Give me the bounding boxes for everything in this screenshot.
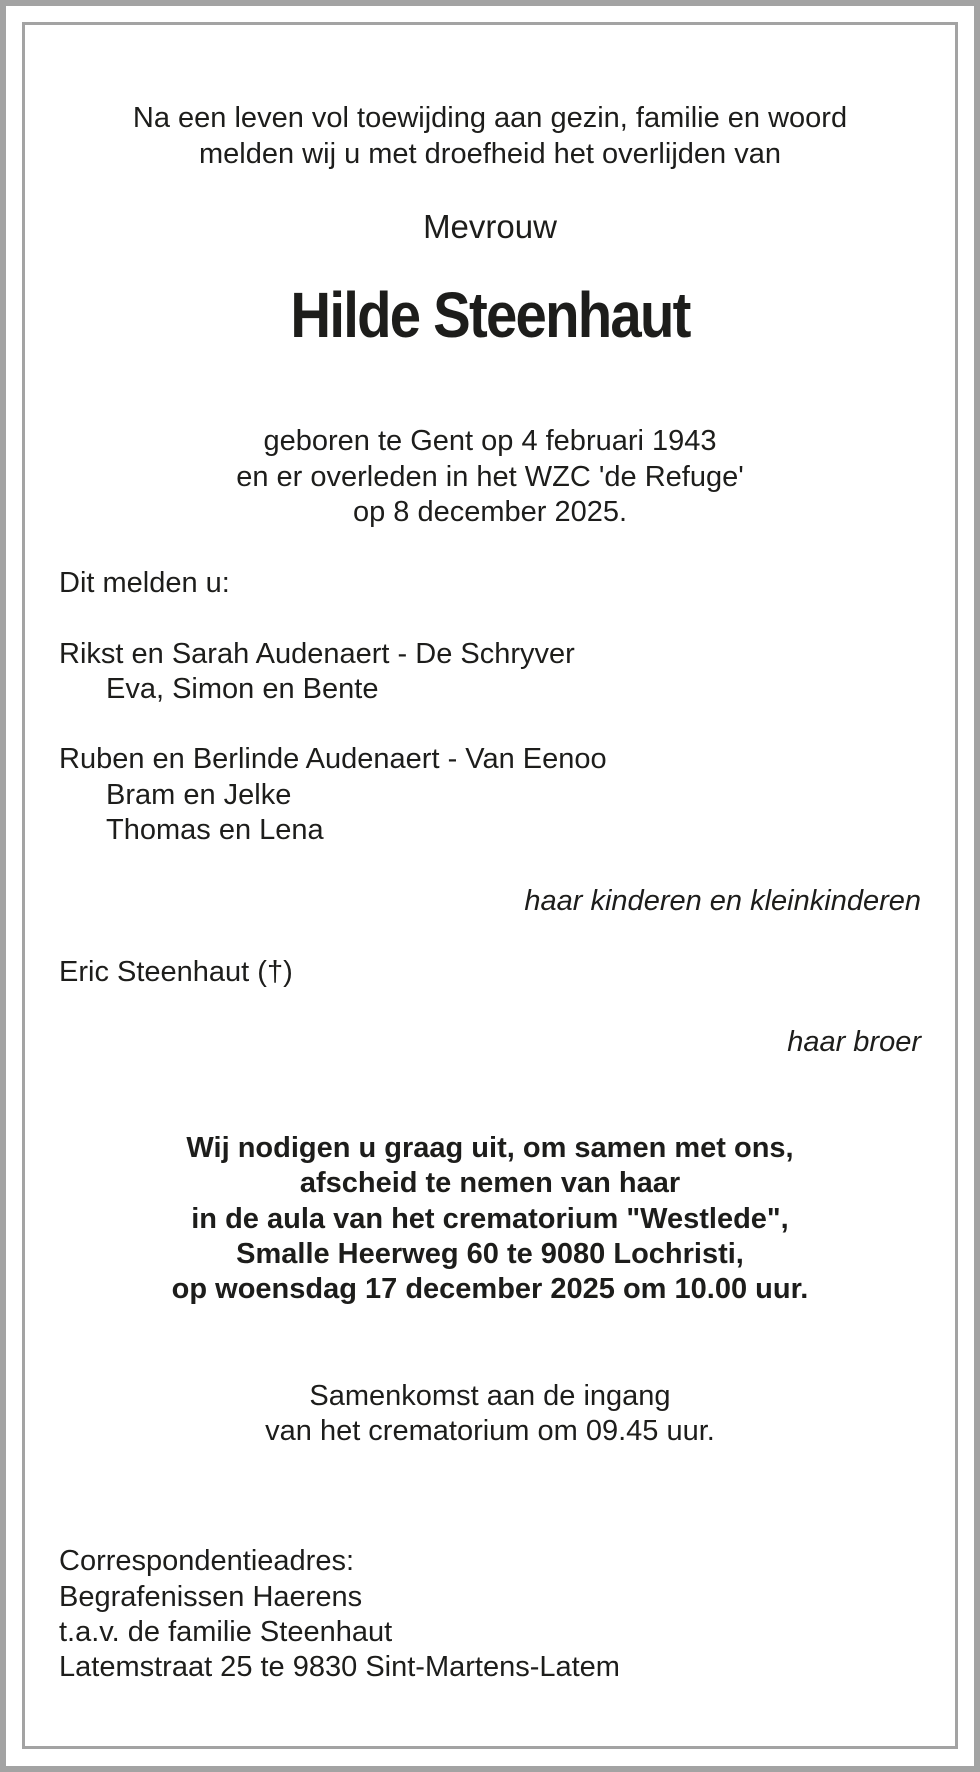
correspondence-line-2: t.a.v. de familie Steenhaut	[59, 1616, 393, 1648]
birth-line: geboren te Gent op 4 februari 1943	[263, 425, 717, 457]
relation-sibling: haar broer	[787, 1026, 921, 1058]
death-place-line: en er overleden in het WZC 'de Refuge'	[236, 461, 744, 493]
salutation: Mevrouw	[423, 208, 557, 245]
sibling: Eric Steenhaut (†)	[59, 956, 293, 988]
death-date-line: op 8 december 2025.	[352, 496, 628, 528]
intro-line-2: melden wij u met droefheid het overlijden van	[199, 138, 781, 170]
invitation-line-5: op woensdag 17 december 2025 om 10.00 uur.	[171, 1273, 809, 1305]
family-group-1-children: Eva, Simon en Bente	[106, 673, 379, 705]
announcers-heading: Dit melden u:	[59, 567, 230, 599]
family-group-2-parents: Ruben en Berlinde Audenaert - Van Eenoo	[59, 743, 607, 775]
family-group-1-parents: Rikst en Sarah Audenaert - De Schryver	[59, 638, 575, 670]
invitation-line-3: in de aula van het crematorium "Westlede",	[191, 1203, 789, 1235]
invitation-line-1: Wij nodigen u graag uit, om samen met ons,	[186, 1132, 794, 1164]
correspondence-heading: Correspondentieadres:	[59, 1545, 355, 1577]
family-group-2-children-1: Bram en Jelke	[106, 779, 292, 811]
gathering-line-2: van het crematorium om 09.45 uur.	[265, 1415, 715, 1447]
correspondence-line-3: Latemstraat 25 te 9830 Sint-Martens-Latem	[59, 1651, 620, 1683]
relation-children: haar kinderen en kleinkinderen	[524, 885, 921, 917]
deceased-name: Hilde Steenhaut	[290, 279, 690, 351]
correspondence-line-1: Begrafenissen Haerens	[59, 1581, 363, 1613]
family-group-2-children-2: Thomas en Lena	[106, 814, 324, 846]
invitation-line-2: afscheid te nemen van haar	[299, 1167, 681, 1199]
gathering-line-1: Samenkomst aan de ingang	[309, 1380, 671, 1412]
invitation-line-4: Smalle Heerweg 60 te 9080 Lochristi,	[236, 1238, 744, 1270]
intro-line-1: Na een leven vol toewijding aan gezin, familie en woord	[132, 102, 848, 134]
